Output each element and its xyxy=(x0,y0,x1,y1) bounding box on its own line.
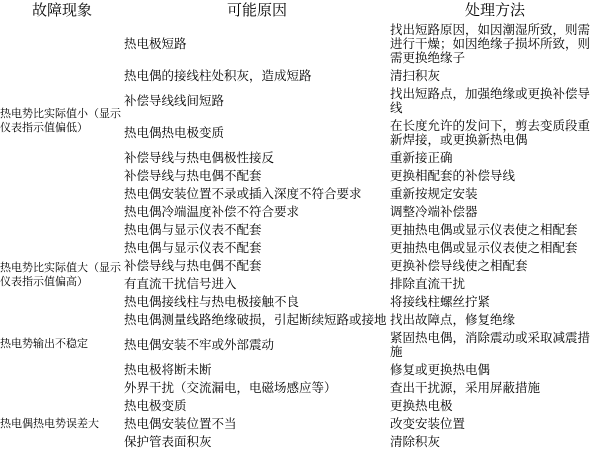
remedy-cell: 清除积灰 xyxy=(390,435,441,449)
remedy-cell: 更抽热电偶或显示仪表使之相配套 xyxy=(390,241,578,255)
remedy-cell: 将接线柱螺丝拧紧 xyxy=(390,295,491,309)
remedy-cell: 找出短路原因，如因潮湿所致，则需进行干燥；如因绝缘子损坏所致，则需更换绝缘子 xyxy=(390,23,591,65)
remedy-cell: 更换相配套的补偿导线 xyxy=(390,169,516,183)
fault-phenomenon-cell: 热电偶热电势误差大 xyxy=(0,418,99,430)
remedy-cell: 在长度允许的发问下，剪去变质段重新焊接，或更换新热电偶 xyxy=(390,119,591,147)
possible-cause-cell: 热电极变质 xyxy=(124,399,187,413)
remedy-cell: 找出故障点，修复绝缘 xyxy=(390,313,516,327)
possible-cause-cell: 热电偶冷端温度补偿不符合要求 xyxy=(124,205,300,219)
possible-cause-cell: 热电偶的接线柱处积灰，造成短路 xyxy=(124,69,312,83)
remedy-cell: 更抽热电偶或显示仪表使之相配套 xyxy=(390,223,578,237)
fault-phenomenon-cell: 热电势输出不稳定 xyxy=(0,338,88,350)
possible-cause-cell: 补偿导线与热电偶不配套 xyxy=(124,259,262,273)
possible-cause-cell: 外界干扰（交流漏电，电磁场感应等） xyxy=(124,381,337,395)
remedy-cell: 重新按规定安装 xyxy=(390,187,478,201)
possible-cause-cell: 热电偶安装位置不当 xyxy=(124,417,237,431)
remedy-cell: 找出短路点，加强绝缘或更换补偿导线 xyxy=(390,87,591,115)
remedy-cell: 调整冷端补偿器 xyxy=(390,205,478,219)
possible-cause-cell: 热电偶与显示仪表不配套 xyxy=(124,241,262,255)
remedy-cell: 修复或更换热电偶 xyxy=(390,363,491,377)
possible-cause-cell: 热电偶热电极变质 xyxy=(124,126,225,140)
remedy-cell: 查出干扰源，采用屏蔽措施 xyxy=(390,381,541,395)
remedy-cell: 更换热电极 xyxy=(390,399,453,413)
possible-cause-cell: 热电极将断未断 xyxy=(124,363,212,377)
possible-cause-cell: 热电偶安装不牢或外部震动 xyxy=(124,338,275,352)
table-header-row xyxy=(0,0,600,21)
possible-cause-cell: 热电偶接线柱与热电极接触不良 xyxy=(124,295,300,309)
table-row xyxy=(0,415,600,433)
possible-cause-cell: 热电偶测量线路绝缘破损，引起断续短路或接地 xyxy=(124,313,387,327)
column-header-fault-phenomenon: 故障现象 xyxy=(31,2,92,19)
fault-phenomenon-cell: 热电势比实际值大（显示仪表指示值偏高） xyxy=(0,262,121,288)
remedy-cell: 紧固热电偶，消除震动或采取减震措施 xyxy=(390,331,591,359)
fault-phenomenon-cell: 热电势比实际值小（显示仪表指示值偏低） xyxy=(0,108,121,134)
possible-cause-cell: 热电偶安装位置不录或插入深度不符合要求 xyxy=(124,187,362,201)
possible-cause-cell: 补偿导线线间短路 xyxy=(124,94,225,108)
possible-cause-cell: 保护管表面积灰 xyxy=(124,435,212,449)
remedy-cell: 更换补偿导线使之相配套 xyxy=(390,259,528,273)
possible-cause-cell: 补偿导线与热电偶极性接反 xyxy=(124,151,275,165)
column-header-remedy: 处理方法 xyxy=(464,2,525,19)
table-row xyxy=(0,329,600,361)
possible-cause-cell: 热电偶与显示仪表不配套 xyxy=(124,223,262,237)
possible-cause-cell: 补偿导线与热电偶不配套 xyxy=(124,169,262,183)
remedy-cell: 排除直流干扰 xyxy=(390,277,466,291)
column-header-possible-cause: 可能原因 xyxy=(226,2,287,19)
remedy-cell: 清扫积灰 xyxy=(390,69,441,83)
remedy-cell: 重新接正确 xyxy=(390,151,453,165)
table-row xyxy=(0,21,600,67)
possible-cause-cell: 热电极短路 xyxy=(124,37,187,51)
possible-cause-cell: 有直流干扰信号进入 xyxy=(124,277,237,291)
fault-table-body xyxy=(0,21,600,450)
remedy-cell: 改变安装位置 xyxy=(390,417,466,431)
table-row xyxy=(0,221,600,239)
